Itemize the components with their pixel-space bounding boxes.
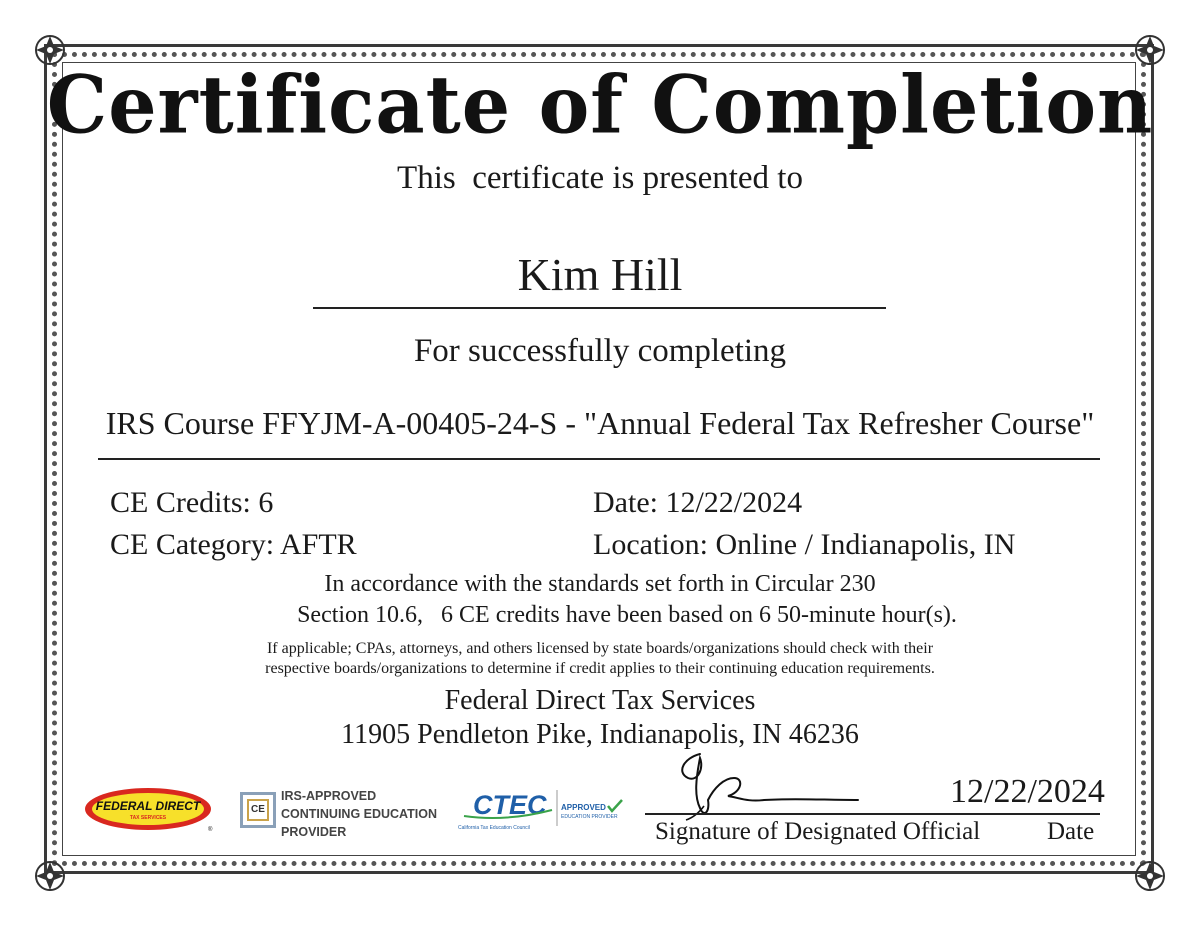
irs-ce-line3: PROVIDER bbox=[281, 825, 347, 839]
federal-direct-logo-sub: TAX SERVICES bbox=[129, 815, 167, 821]
date-label: Date bbox=[1047, 818, 1095, 845]
ctec-approved-sub: EDUCATION PROVIDER bbox=[561, 814, 618, 820]
irs-ce-line2: CONTINUING EDUCATION bbox=[281, 807, 438, 821]
location: Location: Online / Indianapolis, IN bbox=[593, 528, 1016, 561]
disclaimer-line2: respective boards/organizations to determine if credit applies to their continuing education requirements. bbox=[265, 660, 935, 677]
irs-ce-provider-text bbox=[281, 787, 437, 841]
certificate-title: Certificate of Completion bbox=[46, 57, 1154, 152]
recipient-name: Kim Hill bbox=[517, 249, 683, 300]
federal-direct-logo bbox=[84, 786, 216, 834]
ctec-approved: APPROVED bbox=[561, 803, 606, 812]
ce-category: CE Category: AFTR bbox=[110, 528, 357, 561]
ctec-logo-name: CTEC bbox=[473, 790, 547, 820]
course-title: IRS Course FFYJM-A-00405-24-S - "Annual Federal Tax Refresher Course" bbox=[105, 405, 1095, 441]
organization-name: Federal Direct Tax Services bbox=[444, 685, 756, 716]
ce-credits: CE Credits: 6 bbox=[110, 486, 274, 519]
circular-statement-line1: In accordance with the standards set forth in Circular 230 bbox=[324, 571, 876, 597]
irs-ce-line1: IRS-APPROVED bbox=[281, 789, 377, 803]
signature-label: Signature of Designated Official bbox=[655, 818, 981, 845]
disclaimer-line1: If applicable; CPAs, attorneys, and others licensed by state boards/organizations should check with their bbox=[266, 640, 934, 657]
signature-date: 12/22/2024 bbox=[950, 773, 1105, 810]
corner-ornament-icon bbox=[32, 858, 68, 894]
ctec-logo bbox=[456, 786, 632, 832]
completion-date: Date: 12/22/2024 bbox=[593, 486, 803, 519]
federal-direct-logo-name: FEDERAL DIRECT bbox=[95, 799, 201, 813]
course-underline bbox=[98, 458, 1100, 460]
circular-statement-line2: Section 10.6, 6 CE credits have been based on 6 50-minute hour(s). bbox=[297, 602, 957, 628]
irs-ce-badge-icon bbox=[240, 792, 276, 828]
presented-to-text: This certificate is presented to bbox=[397, 160, 803, 196]
ce-badge-text: CE bbox=[247, 799, 269, 821]
signature-line bbox=[645, 813, 1100, 815]
svg-text:®: ® bbox=[208, 827, 213, 833]
ctec-logo-sub: California Tax Education Council bbox=[458, 825, 530, 831]
completing-text: For successfully completing bbox=[413, 333, 787, 369]
corner-ornament-icon bbox=[1132, 858, 1168, 894]
check-icon bbox=[608, 800, 622, 811]
name-underline bbox=[313, 307, 886, 309]
organization-address: 11905 Pendleton Pike, Indianapolis, IN 46236 bbox=[341, 719, 859, 750]
